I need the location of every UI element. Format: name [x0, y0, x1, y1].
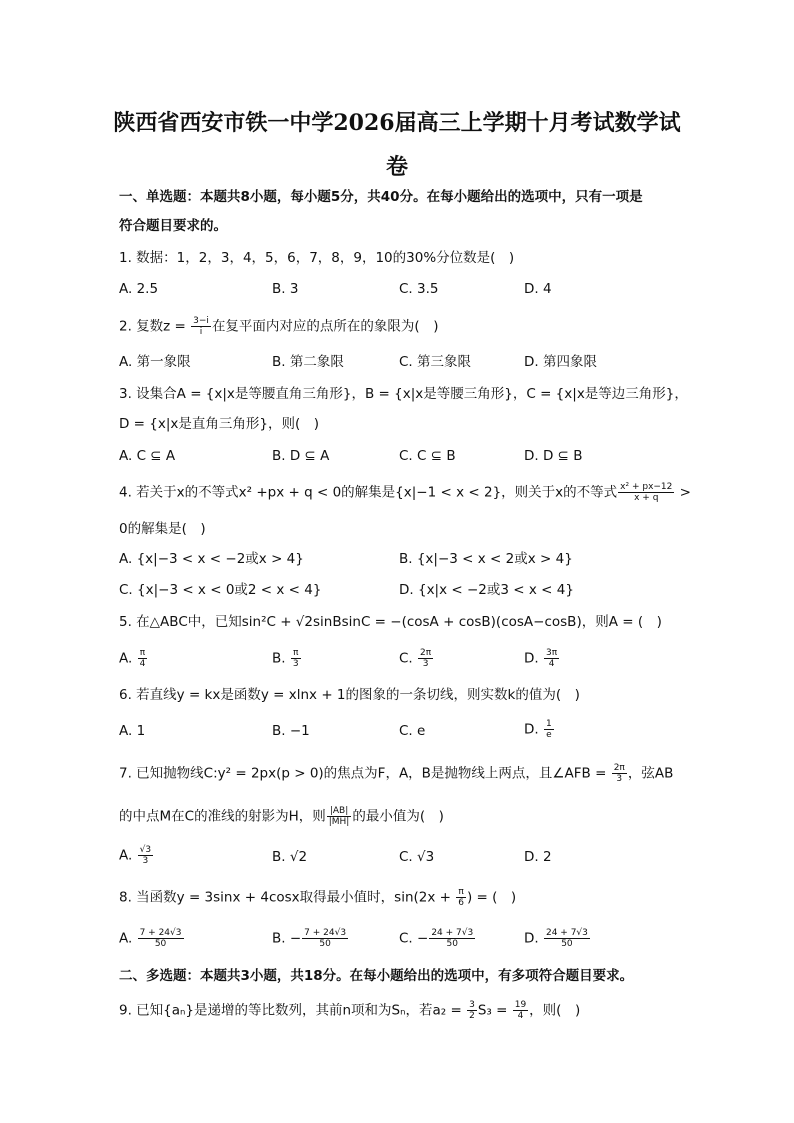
q5-option-c-num: 2π	[420, 648, 432, 658]
q6-option-d	[524, 719, 555, 740]
q4-option-a: A. {x|−3 < x < −2或x > 4}	[119, 551, 304, 567]
q2-option-d: D. 第四象限	[524, 354, 597, 370]
q7-stem-line-1	[119, 763, 673, 784]
q4-option-b: B. {x|−3 < x < 2或x > 4}	[399, 551, 573, 567]
q5-option-d	[524, 648, 560, 669]
q9-fraction-1	[467, 1000, 477, 1021]
q9-frac1-den: 2	[469, 1011, 475, 1021]
q7-ratio-den: |MH|	[328, 817, 350, 827]
q8-stem-num: π	[456, 887, 466, 898]
q8-option-b-label: B. −	[272, 930, 302, 947]
q2-option-a: A. 第一象限	[119, 354, 191, 370]
q9-fraction-2	[513, 1000, 528, 1021]
q8-option-b	[272, 928, 349, 949]
q8-option-d-num: 24 + 7√3	[545, 928, 588, 938]
q9-frac2-den: 4	[517, 1011, 524, 1021]
q7-ratio-fraction	[327, 806, 352, 827]
q9-frac1-num: 3	[469, 1000, 475, 1010]
q7-option-a	[119, 845, 154, 866]
q5-option-a-label: A.	[119, 650, 133, 667]
q6-stem: 6. 若直线y = kx是函数y = xlnx + 1的图象的一条切线，则实数k的值为( )	[119, 687, 580, 703]
q5-option-d-label: D.	[524, 650, 539, 667]
q8-option-b-den: 50	[319, 939, 331, 949]
q4-frac-denominator: x + q	[634, 493, 659, 503]
q5-stem: 5. 在△ABC中，已知sin²C + √2sinBsinC = −(cosA + cosB)(cosA−cosB)，则A = ( )	[119, 614, 662, 630]
q7-option-b: B. √2	[272, 849, 308, 865]
q1-option-c: C. 3.5	[399, 281, 439, 297]
q2-frac-denominator: i	[199, 327, 203, 337]
q8-stem	[119, 887, 516, 908]
q1-option-a: A. 2.5	[119, 281, 159, 297]
q7-option-a-num: √3	[139, 845, 152, 855]
q7-option-a-den: 3	[142, 856, 149, 866]
q8-stem-part-b: ) = ( )	[466, 889, 517, 906]
q6-option-d-fraction	[544, 719, 554, 740]
q7-option-d: D. 2	[524, 849, 552, 865]
q6-option-d-den: e	[546, 730, 552, 740]
q8-option-a-fraction	[138, 928, 184, 949]
q3-stem-line-2: D = {x|x是直角三角形}，则( )	[119, 416, 320, 432]
q3-option-b: B. D ⊆ A	[272, 448, 330, 464]
q3-option-d: D. D ⊆ B	[524, 448, 583, 464]
q9-stem-part-b: ，则( )	[529, 1002, 581, 1019]
q2-stem-part-a: 2. 复数z =	[119, 318, 191, 335]
q4-option-d: D. {x|x < −2或3 < x < 4}	[399, 582, 574, 598]
q5-option-d-den: 4	[548, 659, 555, 669]
q7-angle-fraction	[612, 763, 627, 784]
q5-option-a-num: π	[138, 648, 148, 659]
q5-option-c-den: 3	[422, 659, 429, 669]
q8-stem-fraction	[456, 887, 466, 908]
q9-frac2-num: 19	[514, 1000, 527, 1010]
q3-stem-line-1: 3. 设集合A = {x|x是等腰直角三角形}，B = {x|x是等腰三角形}，C = {x|x是等边三角形}，	[119, 386, 688, 402]
q8-option-d-label: D.	[524, 930, 539, 947]
q2-option-b: B. 第二象限	[272, 354, 344, 370]
q1-stem: 1. 数据：1，2，3，4，5，6，7，8，9，10的30%分位数是( )	[119, 250, 515, 266]
section2-header: 二、多选题：本题共3小题，共18分。在每小题给出的选项中，有多项符合题目要求。	[119, 968, 634, 984]
q7-angle-den: 3	[616, 774, 623, 784]
q5-option-a-den: 4	[139, 659, 146, 669]
q2-frac-numerator: 3−i	[193, 316, 209, 326]
q5-option-c-label: C.	[399, 650, 413, 667]
q8-stem-part-a: 8. 当函数y = 3sinx + 4cosx取得最小值时，sin(2x +	[119, 889, 456, 906]
q8-option-b-num: 7 + 24√3	[304, 928, 347, 938]
q6-option-d-label: D.	[524, 721, 539, 738]
page-title-line-1: 陕西省西安市铁一中学2026届高三上学期十月考试数学试	[113, 110, 681, 136]
q5-option-d-num: 3π	[545, 648, 558, 658]
section1-header-line-1: 一、单选题：本题共8小题，每小题5分，共40分。在每小题给出的选项中，只有一项是	[119, 189, 643, 205]
q8-option-a-den: 50	[154, 939, 167, 949]
q4-stem-part-b: >	[675, 484, 691, 501]
q8-option-c-fraction	[429, 928, 475, 949]
q7-ratio-num: |AB|	[327, 806, 352, 817]
q5-option-b-num: π	[291, 648, 301, 659]
q7-line2-part-b: 的最小值为( )	[352, 808, 444, 825]
q8-option-b-fraction	[302, 928, 348, 949]
q4-frac-numerator: x² + px−12	[620, 482, 673, 492]
q5-option-a	[119, 648, 148, 669]
q2-option-c: C. 第三象限	[399, 354, 472, 370]
q8-stem-den: 6	[458, 898, 464, 908]
page-title-line-2: 卷	[385, 154, 408, 180]
q5-option-b-label: B.	[272, 650, 286, 667]
q5-option-b	[272, 648, 302, 669]
q7-stem-part-a: 7. 已知抛物线C:y² = 2px(p > 0)的焦点为F，A，B是抛物线上两点，且∠AFB =	[119, 765, 611, 782]
q1-option-d: D. 4	[524, 281, 552, 297]
q4-stem-part-a: 4. 若关于x的不等式x² +px + q < 0的解集是{x|−1 < x < 2}，则关于x的不等式	[119, 484, 618, 501]
q4-stem-line-1	[119, 482, 691, 503]
q8-option-c-den: 50	[446, 939, 458, 949]
q8-option-d-fraction	[544, 928, 590, 949]
q5-option-c	[399, 648, 434, 669]
q4-fraction	[618, 482, 674, 503]
q2-stem	[119, 316, 438, 337]
q7-option-a-fraction	[138, 845, 153, 866]
q5-option-b-fraction	[291, 648, 301, 669]
q1-option-b: B. 3	[272, 281, 299, 297]
q3-option-c: C. C ⊆ B	[399, 448, 456, 464]
q5-option-b-den: 3	[292, 659, 299, 669]
q8-option-a-label: A.	[119, 930, 133, 947]
q5-option-c-fraction	[418, 648, 433, 669]
q6-option-c: C. e	[399, 723, 426, 739]
q8-option-c-label: C. −	[399, 930, 429, 947]
q7-option-c: C. √3	[399, 849, 435, 865]
q8-option-d-den: 50	[561, 939, 573, 949]
q2-stem-part-b: 在复平面内对应的点所在的象限为( )	[211, 318, 439, 335]
q8-option-d	[524, 928, 591, 949]
q7-angle-num: 2π	[613, 763, 625, 773]
q5-option-d-fraction	[544, 648, 559, 669]
q9-stem-mid: S₃ =	[477, 1002, 512, 1019]
q7-line2-part-a: 的中点M在C的准线的射影为H，则	[119, 808, 326, 825]
q8-option-a-num: 7 + 24√3	[139, 928, 182, 938]
q8-option-a	[119, 928, 185, 949]
q7-stem-line-2	[119, 806, 444, 827]
q9-stem-part-a: 9. 已知{aₙ}是递增的等比数列，其前n项和为Sₙ，若a₂ =	[119, 1002, 467, 1019]
q6-option-a: A. 1	[119, 723, 146, 739]
section1-header-line-2: 符合题目要求的。	[119, 218, 227, 234]
q4-stem-line-2: 0的解集是( )	[119, 521, 206, 537]
q4-option-c: C. {x|−3 < x < 0或2 < x < 4}	[119, 582, 322, 598]
q6-option-b: B. −1	[272, 723, 310, 739]
q6-option-d-num: 1	[545, 719, 552, 729]
q2-fraction	[191, 316, 211, 337]
q8-option-c-num: 24 + 7√3	[431, 928, 474, 938]
q7-option-a-label: A.	[119, 847, 133, 864]
q7-stem-part-b: ，弦AB	[627, 765, 674, 782]
q5-option-a-fraction	[138, 648, 148, 669]
q9-stem	[119, 1000, 580, 1021]
q8-option-c	[399, 928, 476, 949]
q3-option-a: A. C ⊆ A	[119, 448, 176, 464]
